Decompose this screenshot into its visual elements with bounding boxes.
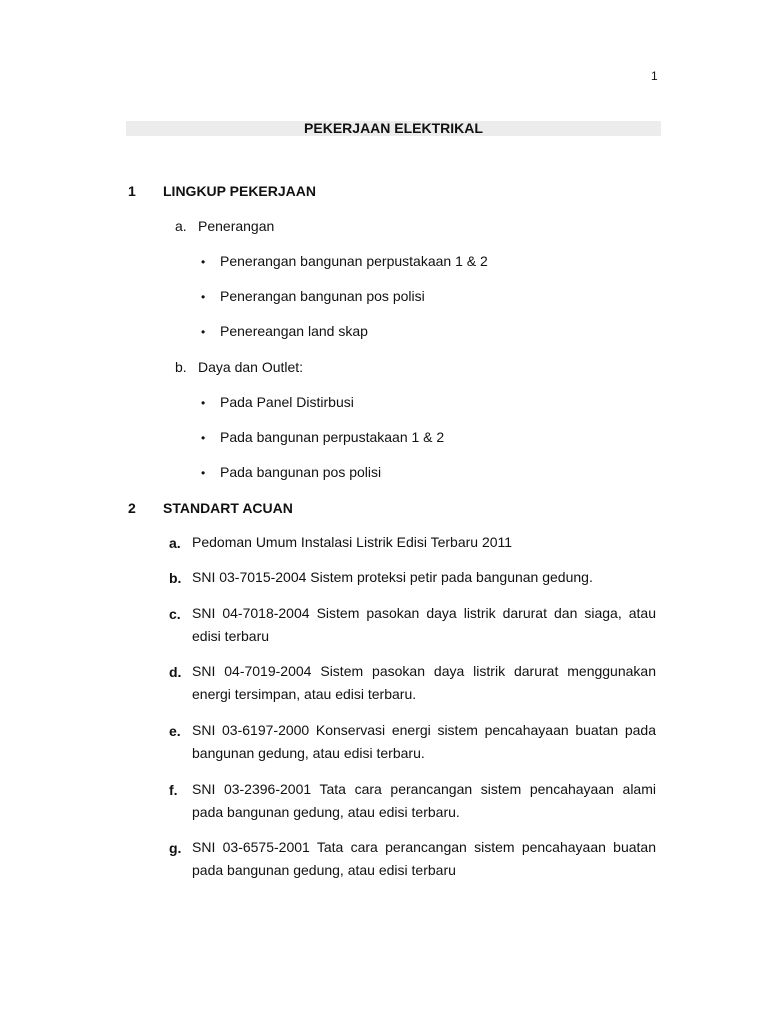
section-title: STANDART ACUAN [163, 500, 293, 516]
standard-letter: d. [169, 664, 182, 680]
section-number: 2 [128, 500, 136, 516]
standard-letter: c. [169, 606, 181, 622]
document-title: PEKERJAAN ELEKTRIKAL [304, 120, 483, 136]
bullet-icon: • [201, 255, 206, 269]
standard-text: SNI 03-6197-2000 Konservasi energi sistem pencahayaan buatan pada bangunan gedung, atau edisi terbaru. [192, 722, 656, 761]
bullet-icon: • [201, 396, 206, 410]
bullet-text: Penereangan land skap [220, 323, 368, 339]
subsection-label: Daya dan Outlet: [198, 359, 304, 375]
subsection-letter: a. [175, 218, 187, 234]
subsection-letter: b. [175, 359, 187, 375]
standard-letter: e. [169, 723, 181, 739]
bullet-text: Penerangan bangunan pos polisi [220, 288, 425, 304]
standard-letter: b. [169, 570, 182, 586]
standard-text: SNI 03-2396-2001 Tata cara perancangan sistem pencahayaan alami pada bangunan gedung, atau edisi terbaru. [192, 781, 656, 820]
bullet-icon: • [201, 431, 206, 445]
bullet-icon: • [201, 466, 206, 480]
bullet-text: Pada Panel Distirbusi [220, 394, 354, 410]
standard-letter: g. [169, 840, 182, 856]
bullet-text: Pada bangunan perpustakaan 1 & 2 [220, 429, 445, 445]
standard-text: SNI 04-7019-2004 Sistem pasokan daya listrik darurat menggunakan energi tersimpan, atau edisi terbaru. [192, 663, 656, 702]
subsection-label: Penerangan [198, 218, 275, 234]
section-number: 1 [128, 183, 136, 199]
bullet-icon: • [201, 290, 206, 304]
standard-letter: a. [169, 535, 181, 551]
standard-text: SNI 04-7018-2004 Sistem pasokan daya listrik darurat dan siaga, atau edisi terbaru [192, 605, 656, 644]
bullet-text: Pada bangunan pos polisi [220, 464, 382, 480]
standard-text: SNI 03-7015-2004 Sistem proteksi petir pada bangunan gedung. [192, 569, 593, 585]
standard-letter: f. [169, 782, 178, 798]
standard-text: SNI 03-6575-2001 Tata cara perancangan sistem pencahayaan buatan pada bangunan gedung, atau edisi terbaru [192, 839, 656, 878]
standard-text: Pedoman Umum Instalasi Listrik Edisi Terbaru 2011 [192, 534, 513, 550]
page-number: 1 [651, 69, 658, 83]
bullet-text: Penerangan bangunan perpustakaan 1 & 2 [220, 253, 488, 269]
bullet-icon: • [201, 325, 206, 339]
section-title: LINGKUP PEKERJAAN [163, 183, 316, 199]
